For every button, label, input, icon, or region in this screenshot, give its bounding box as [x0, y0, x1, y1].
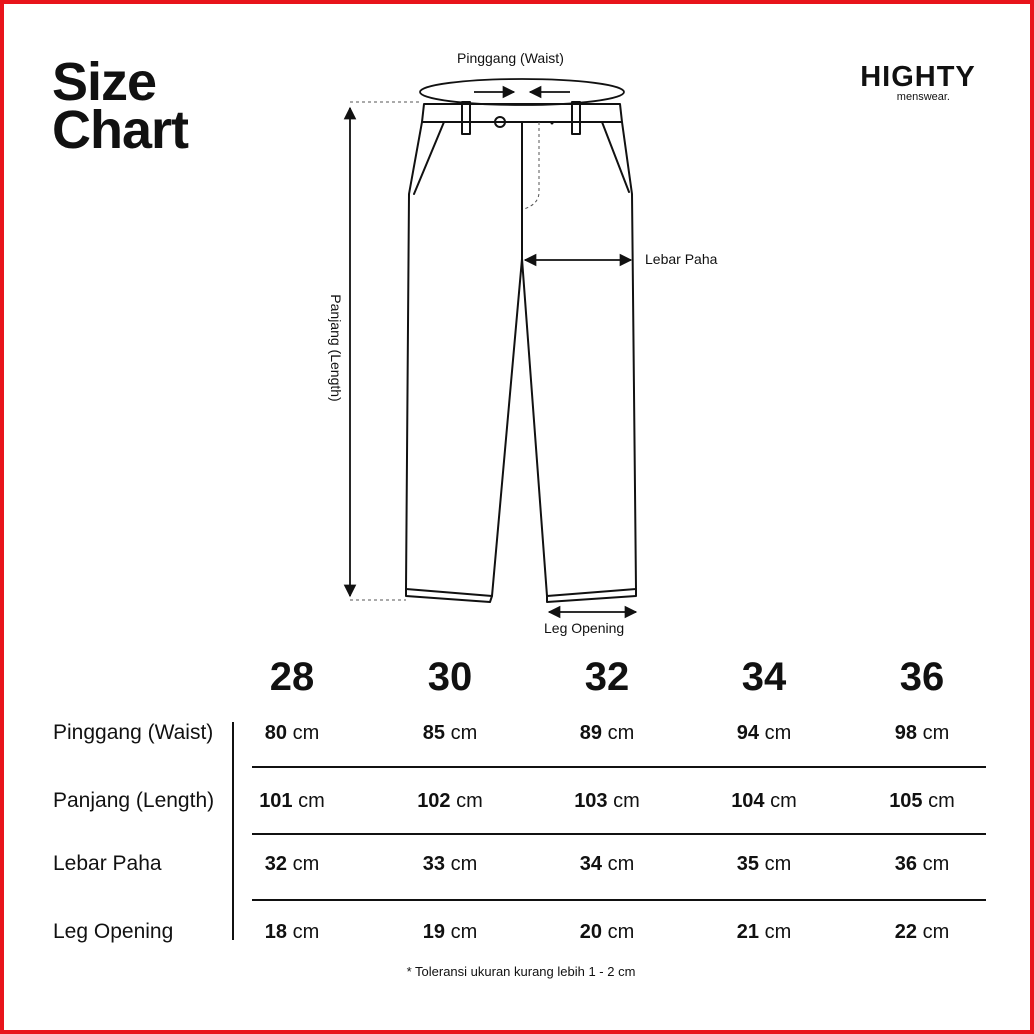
table-cell: 35 cm: [736, 853, 792, 875]
trousers-diagram: [4, 4, 1034, 644]
waist-ellipse: [420, 79, 624, 105]
belt-loop-right: [572, 102, 580, 134]
table-cell: 85 cm: [422, 722, 478, 744]
table-cell: 80 cm: [264, 722, 320, 744]
size-header-row: [4, 652, 1034, 702]
table-cell: 104 cm: [731, 790, 797, 812]
table-cell: 22 cm: [894, 921, 950, 943]
table-cell: 33 cm: [422, 853, 478, 875]
waist-label: Pinggang (Waist): [457, 50, 564, 66]
waistband: [422, 104, 622, 122]
table-divider-vertical: [232, 722, 234, 940]
table-cell: 32 cm: [264, 853, 320, 875]
size-header: 32: [584, 655, 630, 699]
brand-tagline: menswear.: [896, 91, 950, 103]
table-cell: 98 cm: [894, 722, 950, 744]
row-label-leg-opening: Leg Opening: [53, 920, 174, 943]
table-cell: 34 cm: [579, 853, 635, 875]
table-cell: 101 cm: [259, 790, 325, 812]
table-cell: 94 cm: [736, 722, 792, 744]
brand-name: HIGHTY: [860, 61, 976, 93]
thigh-label: Lebar Paha: [645, 251, 718, 267]
row-label-thigh: Lebar Paha: [53, 852, 162, 875]
page-title: Size Chart: [52, 52, 189, 160]
table-cell: 20 cm: [579, 921, 635, 943]
size-header: 36: [899, 655, 945, 699]
row-divider: [252, 899, 986, 901]
size-header: 28: [269, 655, 315, 699]
tolerance-note: * Toleransi ukuran kurang lebih 1 - 2 cm: [406, 964, 636, 979]
leg-opening-label: Leg Opening: [544, 620, 625, 636]
table-cell: 18 cm: [264, 921, 320, 943]
row-label-waist: Pinggang (Waist): [53, 721, 214, 744]
table-cell: 36 cm: [894, 853, 950, 875]
table-cell: 19 cm: [422, 921, 478, 943]
pocket-right: [602, 122, 629, 192]
row-label-length: Panjang (Length): [53, 789, 215, 812]
size-header: 30: [427, 655, 473, 699]
pocket-left: [414, 122, 444, 194]
table-cell: 105 cm: [889, 790, 955, 812]
row-divider: [252, 766, 986, 768]
table-cell: 102 cm: [417, 790, 483, 812]
table-cell: 21 cm: [736, 921, 792, 943]
table-cell: 103 cm: [574, 790, 640, 812]
size-header: 34: [741, 655, 787, 699]
table-cell: 89 cm: [579, 722, 635, 744]
belt-loop-left: [462, 102, 470, 134]
row-divider: [252, 833, 986, 835]
length-label: Panjang (Length): [328, 294, 344, 402]
